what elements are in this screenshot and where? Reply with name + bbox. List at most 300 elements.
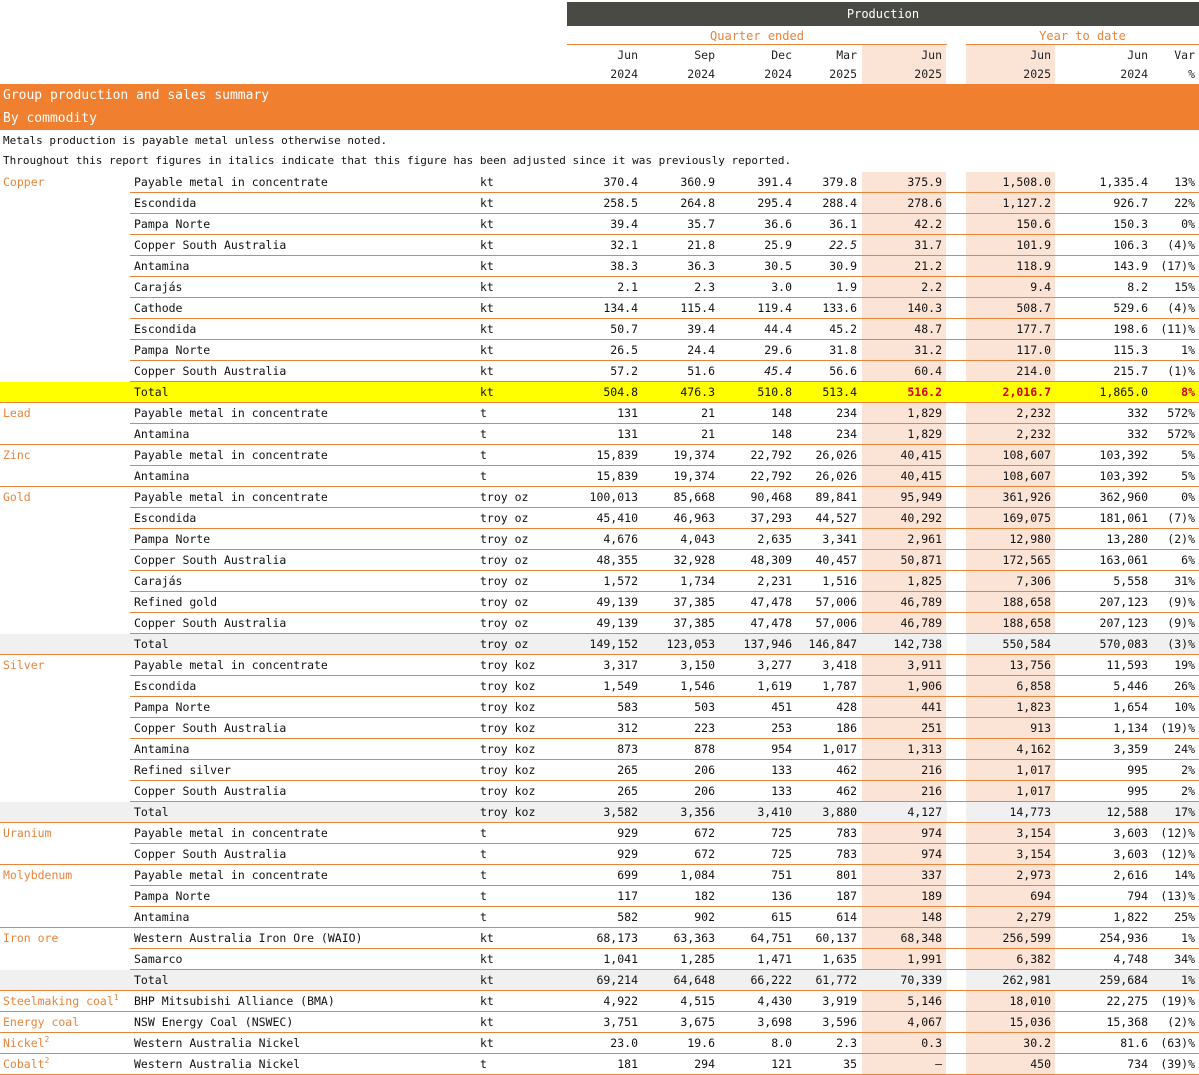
value-cell: 256,599 xyxy=(1002,931,1051,945)
value-cell: 117 xyxy=(617,889,638,903)
value-cell: 44,527 xyxy=(815,511,857,525)
value-cell: 1,654 xyxy=(1113,700,1148,714)
value-cell: 22.5 xyxy=(829,238,857,252)
table-row xyxy=(0,886,1199,907)
value-cell: 48,355 xyxy=(596,553,638,567)
value-cell: 1,549 xyxy=(603,679,638,693)
value-cell: 5,558 xyxy=(1113,574,1148,588)
item-label: Copper South Australia xyxy=(134,364,287,378)
value-cell: 206 xyxy=(694,763,715,777)
item-label: Refined silver xyxy=(134,763,231,777)
table-row xyxy=(0,634,1199,655)
item-label: Payable metal in concentrate xyxy=(134,406,328,420)
unit-label: troy oz xyxy=(480,574,529,588)
value-cell: 31.2 xyxy=(914,343,942,357)
section-subtitle: By commodity xyxy=(0,107,1199,130)
item-label: Pampa Norte xyxy=(134,700,211,714)
table-row xyxy=(0,403,1199,424)
note-italics: Throughout this report figures in italics indicate that this figure has been adjusted since it was previously reported. xyxy=(3,154,792,167)
value-cell: 7,306 xyxy=(1016,574,1051,588)
value-cell: 215.7 xyxy=(1113,364,1148,378)
unit-label: t xyxy=(480,910,487,924)
value-cell: 216 xyxy=(921,784,942,798)
commodity-label: Gold xyxy=(3,490,31,504)
table-row xyxy=(0,172,1199,193)
item-label: Samarco xyxy=(134,952,183,966)
value-cell: 108,607 xyxy=(1002,469,1051,483)
item-label: Pampa Norte xyxy=(134,889,211,903)
value-cell: 2% xyxy=(1181,763,1195,777)
unit-label: troy koz xyxy=(480,784,536,798)
table-row xyxy=(0,340,1199,361)
table-row xyxy=(0,739,1199,760)
column-header-period: Var xyxy=(1174,48,1195,62)
value-cell: 504.8 xyxy=(603,385,638,399)
value-cell: 0% xyxy=(1181,217,1195,231)
value-cell: 2,279 xyxy=(1016,910,1051,924)
value-cell: (2)% xyxy=(1167,1015,1195,1029)
unit-label: troy koz xyxy=(480,763,536,777)
value-cell: 44.4 xyxy=(764,322,792,336)
value-cell: 11,593 xyxy=(1106,658,1148,672)
value-cell: 332 xyxy=(1127,427,1148,441)
value-cell: 207,123 xyxy=(1099,616,1148,630)
value-cell: 61,772 xyxy=(815,973,857,987)
value-cell: 6% xyxy=(1181,553,1195,567)
value-cell: 2,616 xyxy=(1113,868,1148,882)
value-cell: 26,026 xyxy=(815,448,857,462)
value-cell: 30.2 xyxy=(1023,1036,1051,1050)
value-cell: 3,317 xyxy=(603,658,638,672)
value-cell: 1,471 xyxy=(757,952,792,966)
value-cell: 734 xyxy=(1127,1057,1148,1071)
unit-label: kt xyxy=(480,175,494,189)
value-cell: 2,635 xyxy=(757,532,792,546)
value-cell: 103,392 xyxy=(1099,448,1148,462)
value-cell: 66,222 xyxy=(750,973,792,987)
value-cell: 4,043 xyxy=(680,532,715,546)
value-cell: 3,356 xyxy=(680,805,715,819)
item-label: Total xyxy=(134,973,169,987)
value-cell: 115.4 xyxy=(680,301,715,315)
value-cell: 121 xyxy=(771,1057,792,1071)
value-cell: 3,418 xyxy=(822,658,857,672)
item-label: Carajás xyxy=(134,574,183,588)
value-cell: 131 xyxy=(617,406,638,420)
value-cell: 13,280 xyxy=(1106,532,1148,546)
value-cell: 216 xyxy=(921,763,942,777)
commodity-label: Molybdenum xyxy=(3,868,73,882)
value-cell: 63,363 xyxy=(673,931,715,945)
value-cell: 8.2 xyxy=(1127,280,1148,294)
value-cell: 4,922 xyxy=(603,994,638,1008)
value-cell: 36.6 xyxy=(764,217,792,231)
value-cell: 1,829 xyxy=(907,406,942,420)
value-cell: 1,823 xyxy=(1016,700,1051,714)
value-cell: 1,127.2 xyxy=(1002,196,1051,210)
value-cell: 5,446 xyxy=(1113,679,1148,693)
value-cell: 19,374 xyxy=(673,448,715,462)
item-label: Antamina xyxy=(134,259,190,273)
value-cell: 57.2 xyxy=(610,364,638,378)
note-payable-metal: Metals production is payable metal unless otherwise noted. xyxy=(3,134,388,147)
value-cell: 37,293 xyxy=(750,511,792,525)
value-cell: 188,658 xyxy=(1002,595,1051,609)
value-cell: 1,865.0 xyxy=(1099,385,1148,399)
value-cell: 428 xyxy=(836,700,857,714)
unit-label: troy oz xyxy=(480,490,529,504)
column-header-period: Dec xyxy=(771,48,792,62)
unit-label: kt xyxy=(480,238,494,252)
value-cell: 801 xyxy=(836,868,857,882)
value-cell: 22% xyxy=(1174,196,1195,210)
value-cell: 32.1 xyxy=(610,238,638,252)
value-cell: 189 xyxy=(921,889,942,903)
item-label: Escondida xyxy=(134,679,197,693)
value-cell: 45.4 xyxy=(764,364,792,378)
table-row xyxy=(0,823,1199,844)
value-cell: 57,006 xyxy=(815,595,857,609)
value-cell: 572% xyxy=(1167,427,1195,441)
item-label: Copper South Australia xyxy=(134,616,287,630)
value-cell: 3,675 xyxy=(680,1015,715,1029)
value-cell: 25.9 xyxy=(764,238,792,252)
unit-label: kt xyxy=(480,217,494,231)
item-label: Pampa Norte xyxy=(134,343,211,357)
unit-label: troy koz xyxy=(480,700,536,714)
value-cell: 360.9 xyxy=(680,175,715,189)
value-cell: 15,839 xyxy=(596,469,638,483)
value-cell: 3,154 xyxy=(1016,826,1051,840)
value-cell: 39.4 xyxy=(610,217,638,231)
value-cell: 115.3 xyxy=(1113,343,1148,357)
unit-label: troy koz xyxy=(480,805,536,819)
value-cell: 22,792 xyxy=(750,448,792,462)
value-cell: 3,410 xyxy=(757,805,792,819)
value-cell: 1,285 xyxy=(680,952,715,966)
value-cell: 6,382 xyxy=(1016,952,1051,966)
item-label: Copper South Australia xyxy=(134,721,287,735)
value-cell: 15% xyxy=(1174,280,1195,294)
value-cell: 48,309 xyxy=(750,553,792,567)
value-cell: 15,839 xyxy=(596,448,638,462)
item-label: Payable metal in concentrate xyxy=(134,658,328,672)
value-cell: 929 xyxy=(617,847,638,861)
unit-label: kt xyxy=(480,385,494,399)
unit-label: kt xyxy=(480,1036,494,1050)
value-cell: 36.1 xyxy=(829,217,857,231)
item-label: Payable metal in concentrate xyxy=(134,490,328,504)
value-cell: 513.4 xyxy=(822,385,857,399)
value-cell: 134.4 xyxy=(603,301,638,315)
unit-label: kt xyxy=(480,259,494,273)
table-row xyxy=(0,508,1199,529)
value-cell: 1% xyxy=(1181,931,1195,945)
value-cell: 1,084 xyxy=(680,868,715,882)
value-cell: 9.4 xyxy=(1030,280,1051,294)
value-cell: 974 xyxy=(921,826,942,840)
value-cell: 169,075 xyxy=(1002,511,1051,525)
item-label: Antamina xyxy=(134,427,190,441)
table-row xyxy=(0,487,1199,508)
value-cell: 56.6 xyxy=(829,364,857,378)
value-cell: 47,478 xyxy=(750,616,792,630)
column-header-year: 2024 xyxy=(687,67,715,81)
commodity-label: Nickel$^2$ xyxy=(3,1035,50,1050)
value-cell: 332 xyxy=(1127,406,1148,420)
value-cell: 278.6 xyxy=(907,196,942,210)
value-cell: 149,152 xyxy=(589,637,638,651)
value-cell: 22,792 xyxy=(750,469,792,483)
value-cell: 1,619 xyxy=(757,679,792,693)
value-cell: 3,880 xyxy=(822,805,857,819)
unit-label: kt xyxy=(480,196,494,210)
unit-label: troy oz xyxy=(480,532,529,546)
value-cell: 2,232 xyxy=(1016,427,1051,441)
value-cell: 751 xyxy=(771,868,792,882)
column-header-period: Sep xyxy=(694,48,715,62)
item-label: Payable metal in concentrate xyxy=(134,826,328,840)
item-label: Antamina xyxy=(134,910,190,924)
value-cell: (9)% xyxy=(1167,595,1195,609)
table-row xyxy=(0,655,1199,676)
column-header-year: 2024 xyxy=(610,67,638,81)
value-cell: 1,906 xyxy=(907,679,942,693)
value-cell: 214.0 xyxy=(1016,364,1051,378)
value-cell: 1,572 xyxy=(603,574,638,588)
value-cell: 64,751 xyxy=(750,931,792,945)
value-cell: 1,017 xyxy=(1016,784,1051,798)
value-cell: 258.5 xyxy=(603,196,638,210)
value-cell: 5,146 xyxy=(907,994,942,1008)
value-cell: 4,676 xyxy=(603,532,638,546)
value-cell: 45,410 xyxy=(596,511,638,525)
value-cell: 614 xyxy=(836,910,857,924)
value-cell: 3,603 xyxy=(1113,826,1148,840)
table-row xyxy=(0,592,1199,613)
value-cell: 26,026 xyxy=(815,469,857,483)
table-row xyxy=(0,907,1199,928)
value-cell: 2,973 xyxy=(1016,868,1051,882)
value-cell: 2.3 xyxy=(694,280,715,294)
table-row xyxy=(0,214,1199,235)
column-header-year: 2024 xyxy=(764,67,792,81)
value-cell: 264.8 xyxy=(680,196,715,210)
value-cell: 186 xyxy=(836,721,857,735)
value-cell: (11)% xyxy=(1160,322,1195,336)
value-cell: 3,919 xyxy=(822,994,857,1008)
commodity-label: Copper xyxy=(3,175,45,189)
value-cell: 725 xyxy=(771,847,792,861)
value-cell: 35.7 xyxy=(687,217,715,231)
unit-label: kt xyxy=(480,1015,494,1029)
value-cell: 90,468 xyxy=(750,490,792,504)
value-cell: 4,430 xyxy=(757,994,792,1008)
production-header-band: Production xyxy=(567,2,1199,26)
column-header-period: Jun xyxy=(1127,48,1148,62)
value-cell: 15,036 xyxy=(1009,1015,1051,1029)
value-cell: 60.4 xyxy=(914,364,942,378)
value-cell: 672 xyxy=(694,826,715,840)
value-cell: 516.2 xyxy=(907,385,942,399)
value-cell: 508.7 xyxy=(1016,301,1051,315)
value-cell: 570,083 xyxy=(1099,637,1148,651)
value-cell: 21.2 xyxy=(914,259,942,273)
value-cell: 133.6 xyxy=(822,301,857,315)
value-cell: 783 xyxy=(836,847,857,861)
value-cell: 206 xyxy=(694,784,715,798)
value-cell: 4,162 xyxy=(1016,742,1051,756)
value-cell: 95,949 xyxy=(900,490,942,504)
table-row xyxy=(0,781,1199,802)
unit-label: t xyxy=(480,427,487,441)
value-cell: 32,928 xyxy=(673,553,715,567)
value-cell: 106.3 xyxy=(1113,238,1148,252)
value-cell: 69,214 xyxy=(596,973,638,987)
value-cell: 177.7 xyxy=(1016,322,1051,336)
value-cell: 148 xyxy=(921,910,942,924)
value-cell: 2% xyxy=(1181,784,1195,798)
value-cell: 902 xyxy=(694,910,715,924)
value-cell: 198.6 xyxy=(1113,322,1148,336)
value-cell: 18,010 xyxy=(1009,994,1051,1008)
value-cell: 2.3 xyxy=(836,1036,857,1050)
value-cell: 64,648 xyxy=(673,973,715,987)
value-cell: (63)% xyxy=(1160,1036,1195,1050)
value-cell: (39)% xyxy=(1160,1057,1195,1071)
value-cell: 926.7 xyxy=(1113,196,1148,210)
value-cell: 1% xyxy=(1181,973,1195,987)
table-row xyxy=(0,256,1199,277)
value-cell: 3,341 xyxy=(822,532,857,546)
value-cell: (4)% xyxy=(1167,238,1195,252)
unit-label: t xyxy=(480,847,487,861)
value-cell: 4,067 xyxy=(907,1015,942,1029)
value-cell: 163,061 xyxy=(1099,553,1148,567)
value-cell: 14,773 xyxy=(1009,805,1051,819)
value-cell: 60,137 xyxy=(815,931,857,945)
value-cell: 1,041 xyxy=(603,952,638,966)
value-cell: 2,231 xyxy=(757,574,792,588)
value-cell: 375.9 xyxy=(907,175,942,189)
column-header-year: 2025 xyxy=(966,64,1055,84)
value-cell: 131 xyxy=(617,427,638,441)
value-cell: 150.6 xyxy=(1016,217,1051,231)
value-cell: 136 xyxy=(771,889,792,903)
value-cell: 783 xyxy=(836,826,857,840)
value-cell: 182 xyxy=(694,889,715,903)
value-cell: 699 xyxy=(617,868,638,882)
value-cell: 89,841 xyxy=(815,490,857,504)
item-label: Payable metal in concentrate xyxy=(134,448,328,462)
item-label: NSW Energy Coal (NSWEC) xyxy=(134,1015,294,1029)
item-label: Total xyxy=(134,385,169,399)
unit-label: t xyxy=(480,1057,487,1071)
commodity-label: Energy coal xyxy=(3,1015,80,1029)
value-cell: 288.4 xyxy=(822,196,857,210)
item-label: Payable metal in concentrate xyxy=(134,175,328,189)
item-label: Western Australia Nickel xyxy=(134,1057,301,1071)
value-cell: 913 xyxy=(1030,721,1051,735)
commodity-label: Cobalt$^2$ xyxy=(3,1056,50,1071)
value-cell: 10% xyxy=(1174,700,1195,714)
item-label: Copper South Australia xyxy=(134,784,287,798)
value-cell: 25% xyxy=(1174,910,1195,924)
table-row xyxy=(0,529,1199,550)
table-row xyxy=(0,844,1199,865)
value-cell: 31.8 xyxy=(829,343,857,357)
table-row xyxy=(0,718,1199,739)
value-cell: 40,415 xyxy=(900,469,942,483)
value-cell: 2,232 xyxy=(1016,406,1051,420)
value-cell: 1% xyxy=(1181,343,1195,357)
value-cell: 81.6 xyxy=(1120,1036,1148,1050)
table-row xyxy=(0,424,1199,445)
value-cell: 1,017 xyxy=(822,742,857,756)
value-cell: 462 xyxy=(836,763,857,777)
unit-label: t xyxy=(480,889,487,903)
column-header-period: Jun xyxy=(862,45,946,65)
item-label: Antamina xyxy=(134,469,190,483)
commodity-label: Uranium xyxy=(3,826,52,840)
unit-label: kt xyxy=(480,931,494,945)
value-cell: 5% xyxy=(1181,448,1195,462)
value-cell: 582 xyxy=(617,910,638,924)
table-row xyxy=(0,928,1199,949)
commodity-label: Iron ore xyxy=(3,931,59,945)
value-cell: 878 xyxy=(694,742,715,756)
value-cell: (13)% xyxy=(1160,889,1195,903)
item-label: Carajás xyxy=(134,280,183,294)
value-cell: 223 xyxy=(694,721,715,735)
value-cell: 133 xyxy=(771,784,792,798)
value-cell: 21 xyxy=(701,427,715,441)
value-cell: 1,508.0 xyxy=(1002,175,1051,189)
value-cell: 2.1 xyxy=(617,280,638,294)
value-cell: (9)% xyxy=(1167,616,1195,630)
unit-label: kt xyxy=(480,952,494,966)
value-cell: 22,275 xyxy=(1106,994,1148,1008)
value-cell: 3,603 xyxy=(1113,847,1148,861)
column-header-year: 2025 xyxy=(862,64,946,84)
column-header-year: 2025 xyxy=(829,67,857,81)
unit-label: t xyxy=(480,826,487,840)
value-cell: 142,738 xyxy=(893,637,942,651)
value-cell: 15,368 xyxy=(1106,1015,1148,1029)
value-cell: 1,313 xyxy=(907,742,942,756)
value-cell: 995 xyxy=(1127,763,1148,777)
value-cell: 150.3 xyxy=(1113,217,1148,231)
value-cell: 19.6 xyxy=(687,1036,715,1050)
unit-label: troy koz xyxy=(480,721,536,735)
value-cell: 188,658 xyxy=(1002,616,1051,630)
item-label: Escondida xyxy=(134,511,197,525)
value-cell: 4,515 xyxy=(680,994,715,1008)
table-row xyxy=(0,550,1199,571)
item-label: Pampa Norte xyxy=(134,532,211,546)
value-cell: (17)% xyxy=(1160,259,1195,273)
unit-label: kt xyxy=(480,994,494,1008)
value-cell: 295.4 xyxy=(757,196,792,210)
value-cell: 48.7 xyxy=(914,322,942,336)
value-cell: 694 xyxy=(1030,889,1051,903)
table-row xyxy=(0,865,1199,886)
value-cell: 133 xyxy=(771,763,792,777)
value-cell: 0.3 xyxy=(921,1036,942,1050)
unit-label: kt xyxy=(480,301,494,315)
item-label: Total xyxy=(134,637,169,651)
item-label: Copper South Australia xyxy=(134,238,287,252)
